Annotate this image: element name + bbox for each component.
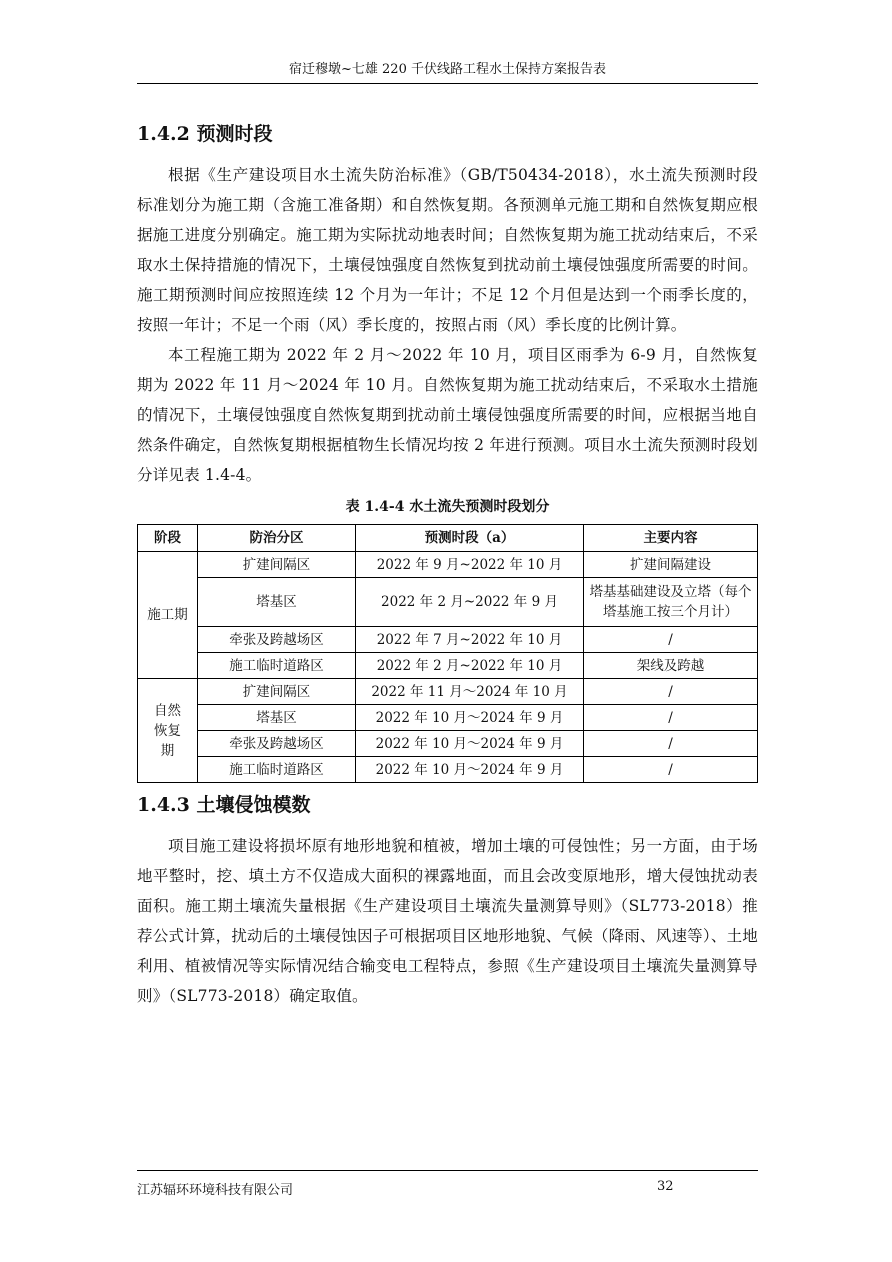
zone-cell: 施工临时道路区 [198, 757, 356, 783]
table-row [138, 627, 758, 653]
table-row [138, 731, 758, 757]
table-row [138, 578, 758, 627]
header-title: 宿迁穆墩~七雄 220 千伏线路工程水土保持方案报告表 [289, 62, 606, 77]
section-heading-erosion-modulus: 1.4.3 土壤侵蚀模数 [137, 794, 311, 816]
table-row [138, 679, 758, 705]
content-cell: / [584, 705, 758, 731]
zone-cell: 牵张及跨越场区 [198, 627, 356, 653]
column-header-zone: 防治分区 [198, 525, 356, 552]
content-cell: / [584, 757, 758, 783]
zone-cell: 塔基区 [198, 578, 356, 627]
zone-cell: 扩建间隔区 [198, 552, 356, 578]
content-cell: / [584, 627, 758, 653]
content-cell: 架线及跨越 [584, 653, 758, 679]
table-row [138, 757, 758, 783]
period-cell: 2022 年 10 月～2024 年 9 月 [356, 757, 584, 783]
page-content [137, 118, 758, 1011]
column-header-content: 主要内容 [584, 525, 758, 552]
period-cell: 2022 年 10 月～2024 年 9 月 [356, 731, 584, 757]
table-row [138, 705, 758, 731]
content-cell: 扩建间隔建设 [584, 552, 758, 578]
period-cell: 2022 年 10 月～2024 年 9 月 [356, 705, 584, 731]
paragraph: 根据《生产建设项目水土流失防治标准》（GB/T50434-2018），水土流失预测时段标准划分为施工期（含施工准备期）和自然恢复期。各预测单元施工期和自然恢复期应根据施工进度分别确定。施工期为实际扰动地表时间；自然恢复期为施工扰动结束后，不采取水土保持措施的情况下，土壤侵蚀强度自然恢复到扰动前土壤侵蚀强度所需要的时间。施工期预测时间应按照连续 12 个月为一年计；不足 12 个月但是达到一个雨季长度的，按照一年计；不足一个雨（风）季长度的，按照占雨（风）季长度的比例计算。 [137, 166, 758, 334]
table-header-row [138, 525, 758, 552]
table-row [138, 653, 758, 679]
table-row [138, 552, 758, 578]
period-cell: 2022 年 7 月~2022 年 10 月 [356, 627, 584, 653]
content-cell: / [584, 679, 758, 705]
paragraph: 项目施工建设将损坏原有地形地貌和植被，增加土壤的可侵蚀性；另一方面，由于场地平整时，挖、填土方不仅造成大面积的裸露地面，而且会改变原地形，增大侵蚀扰动表面积。施工期土壤流失量根据《生产建设项目土壤流失量测算导则》（SL773-2018）推荐公式计算，扰动后的土壤侵蚀因子可根据项目区地形地貌、气候（降雨、风速等）、土地利用、植被情况等实际情况结合输变电工程特点，参照《生产建设项目土壤流失量测算导则》（SL773-2018）确定取值。 [137, 837, 758, 1005]
page-header [137, 58, 758, 84]
content-cell: 塔基基础建设及立塔（每个塔基施工按三个月计） [584, 578, 758, 627]
section-heading-predict-period: 1.4.2 预测时段 [137, 123, 273, 145]
column-header-period: 预测时段（a） [356, 525, 584, 552]
predict-period-table [137, 524, 758, 783]
zone-cell: 牵张及跨越场区 [198, 731, 356, 757]
page-number: 32 [657, 1179, 674, 1194]
footer-company: 江苏辐环环境科技有限公司 [137, 1183, 294, 1198]
content-cell: / [584, 731, 758, 757]
period-cell: 2022 年 2 月~2022 年 10 月 [356, 653, 584, 679]
stage-cell: 自然恢复期 [138, 679, 198, 783]
zone-cell: 扩建间隔区 [198, 679, 356, 705]
zone-cell: 施工临时道路区 [198, 653, 356, 679]
zone-cell: 塔基区 [198, 705, 356, 731]
period-cell: 2022 年 11 月～2024 年 10 月 [356, 679, 584, 705]
page-footer [137, 1170, 758, 1198]
period-cell: 2022 年 9 月~2022 年 10 月 [356, 552, 584, 578]
table-caption: 表 1.4-4 水土流失预测时段划分 [345, 499, 550, 515]
column-header-stage: 阶段 [138, 525, 198, 552]
stage-cell: 施工期 [138, 552, 198, 679]
period-cell: 2022 年 2 月~2022 年 9 月 [356, 578, 584, 627]
paragraph: 本工程施工期为 2022 年 2 月～2022 年 10 月，项目区雨季为 6-9 月，自然恢复期为 2022 年 11 月～2024 年 10 月。自然恢复期为施工扰动结束后，不采取水土措施的情况下，土壤侵蚀强度自然恢复期到扰动前土壤侵蚀强度所需要的时间，应根据当地自然条件确定，自然恢复期根据植物生长情况均按 2 年进行预测。项目水土流失预测时段划分详见表 1.4-4。 [137, 346, 758, 484]
